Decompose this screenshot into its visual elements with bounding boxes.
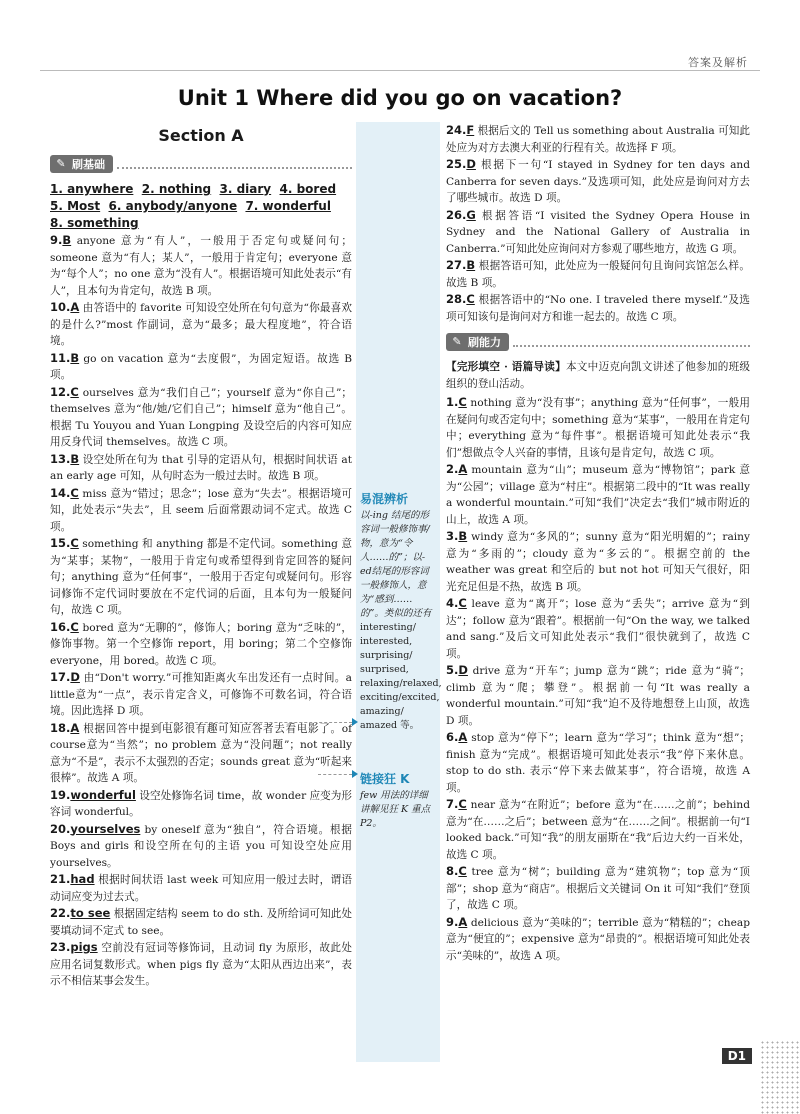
passage-intro-label: 【完形填空 · 语篇导读】 bbox=[446, 361, 566, 373]
item-answer: B bbox=[70, 350, 80, 365]
item-number: 22. bbox=[50, 906, 71, 920]
page-header bbox=[0, 0, 800, 70]
item-explanation: something 和 anything 都是不定代词。something 意为“某事；某物”，一般用于肯定句或希望得到肯定回答的疑问句；anything 意为“任何事”，一般用于否定句或疑问句。形容词修饰不定代词时要放在不定代词的后面，且本句为一般疑问句，故选 C 项。 bbox=[50, 538, 352, 616]
explanation-item bbox=[50, 535, 352, 619]
item-answer: C bbox=[458, 596, 467, 610]
dotted-divider bbox=[513, 337, 750, 347]
item-number: 11. bbox=[50, 350, 71, 365]
item-number: 3. bbox=[446, 529, 459, 543]
item-explanation: near 意为“在附近”；before 意为“在……之前”；behind 意为“在……之后”；between 意为“在……之间”。根据前一句“I looked back.”可知“我”的朋友丽斯在“我”后边大约一百米处，故选 C 项。 bbox=[446, 799, 750, 861]
item-explanation: 根据后文的 Tell us something about Australia 可知此处应为对方去澳大利亚的行程有关。故选择 F 项。 bbox=[446, 125, 750, 154]
item-number: 1. bbox=[446, 395, 459, 409]
item-answer: C bbox=[458, 864, 467, 878]
answer-line-1 bbox=[50, 181, 352, 198]
explanation-item bbox=[446, 662, 750, 729]
badge-ability bbox=[446, 331, 750, 353]
answer-line-2 bbox=[50, 198, 352, 215]
item-explanation: bored 意为“无聊的”，修饰人；boring 意为“乏味的”，修饰事物。第一个空修饰 report，用 boring；第二个空修饰 everyone，用 bored。故选 C 项。 bbox=[50, 621, 352, 667]
item-explanation: windy 意为“多风的”；sunny 意为“阳光明媚的”；rainy 意为“多雨的”；cloudy 意为“多云的”。根据空前的 the weather was great 和空后的 but not hot 可知天气很好，阳光充足但是不热，故选 B 项。 bbox=[446, 531, 750, 593]
explanation-item bbox=[50, 350, 352, 384]
answer-8: 8. something bbox=[50, 216, 139, 230]
tip-word: surprised, bbox=[360, 664, 409, 675]
explanation-item bbox=[50, 299, 352, 350]
item-explanation: 由答语中的 favorite 可知设空处所在句句意为“你最喜欢的是什么?”most 作副词，意为“最多；最大程度地”，符合语境。 bbox=[50, 302, 352, 347]
left-column bbox=[50, 122, 352, 990]
explanation-item bbox=[50, 232, 352, 299]
answer-line-3 bbox=[50, 215, 352, 232]
item-explanation: tree 意为“树”；building 意为“建筑物”；top 意为“顶部”；shop 意为“商店”。根据后文关键词 On it 可知“我们”登顶了，故选 C 项。 bbox=[446, 866, 750, 911]
item-number: 12. bbox=[50, 384, 71, 399]
item-number: 8. bbox=[446, 864, 459, 878]
item-answer: B bbox=[458, 529, 468, 543]
item-answer: to see bbox=[70, 906, 111, 920]
explanation-item bbox=[50, 871, 352, 905]
item-number: 5. bbox=[446, 663, 459, 677]
explanation-item bbox=[50, 787, 352, 821]
item-explanation: by oneself 意为“独自”，符合语境。根据 Boys and girls 和设空所在句的主语 you 可知设空处应用 yourselves。 bbox=[50, 823, 352, 869]
explanation-item bbox=[50, 905, 352, 939]
tip-confusable-body: 以-ing 结尾的形容词一般修饰事/物，意为“令人……的”；以-ed结尾的形容词一般修饰人，意为“感到……的”。类似的还有 bbox=[360, 510, 432, 619]
item-explanation: 根据时间状语 last week 可知应用一般过去时，谓语动词应变为过去式。 bbox=[50, 874, 352, 903]
item-number: 17. bbox=[50, 670, 71, 684]
unit-title: Unit 1 Where did you go on vacation? bbox=[177, 86, 623, 110]
item-number: 4. bbox=[446, 596, 459, 610]
item-answer: A bbox=[70, 720, 80, 735]
item-answer: A bbox=[458, 914, 468, 929]
right-column bbox=[446, 122, 750, 964]
passage-intro-text: 本文中迈克向凯文讲述了他参加的班级组织的登山活动。 bbox=[446, 361, 750, 390]
left-explanations bbox=[50, 232, 352, 990]
item-number: 14. bbox=[50, 485, 71, 500]
section-title: Section A bbox=[158, 126, 244, 145]
explanation-item bbox=[50, 619, 352, 670]
item-answer: A bbox=[458, 730, 468, 744]
item-answer: pigs bbox=[70, 940, 98, 954]
item-explanation: stop 意为“停下”；learn 意为“学习”；think 意为“想”；finish 意为“完成”。根据语境可知此处表示“我”停下来休息。stop to do sth. 表示“停下来去做某事”，符合语境，故选 A 项。 bbox=[446, 732, 750, 794]
item-answer: D bbox=[70, 670, 80, 684]
explanation-item bbox=[50, 485, 352, 536]
item-answer: G bbox=[466, 207, 476, 222]
passage-intro bbox=[446, 359, 750, 392]
item-answer: C bbox=[458, 797, 467, 811]
item-explanation: go on vacation 意为“去度假”，为固定短语。故选 B 项。 bbox=[50, 352, 352, 381]
item-explanation: miss 意为“错过；思念”；lose 意为“失去”。根据语境可知，此处表示“失去”，且 seem 后面常跟动词不定式。故选 C 项。 bbox=[50, 487, 352, 533]
pencil-icon: ✎ bbox=[452, 335, 462, 348]
item-number: 20. bbox=[50, 821, 71, 836]
item-answer: wonderful bbox=[70, 787, 136, 802]
item-explanation: delicious 意为“美味的”；terrible 意为“精糕的”；cheap 意为“便宜的”；expensive 意为“昂贵的”。根据语境可知此处表示“美味的”，故选 A 项。 bbox=[446, 916, 750, 962]
item-explanation: 空前没有冠词等修饰词，且动词 fly 为原形，故此处应用名词复数形式。when pigs fly 意为“太阳从西边出来”，表示不相信某事会发生。 bbox=[50, 942, 352, 987]
explanation-item bbox=[446, 595, 750, 662]
explanation-item bbox=[446, 394, 750, 461]
explanation-item bbox=[446, 914, 750, 965]
item-number: 9. bbox=[446, 914, 459, 929]
badge-ability-pill bbox=[446, 333, 509, 351]
item-number: 2. bbox=[446, 462, 459, 476]
explanation-item bbox=[446, 863, 750, 914]
item-explanation: leave 意为“离开”；lose 意为“丢失”；arrive 意为“到达”；follow 意为“跟着”。根据前一句“On the way, we talked and sang.”及后文可知此处表示“我们”很快就到了，故选 C 项。 bbox=[446, 598, 750, 660]
item-explanation: 由“Don't worry.”可推知距离火车出发还有一点时间。a little意为“一点”，表示肯定含义，可修饰不可数名词，符合语境。因此选择 D 项。 bbox=[50, 672, 352, 717]
item-explanation: ourselves 意为“我们自己”；yourself 意为“你自己”；themselves 意为“他/她/它们自己”；himself 意为“他自己”。根据 Tu Youyou and Yuan Longping 及设空后的内容可知应用反身代词 themselves。故选 C 项。 bbox=[50, 386, 352, 448]
item-number: 18. bbox=[50, 720, 71, 735]
item-number: 23. bbox=[50, 940, 71, 954]
item-explanation: drive 意为“开车”；jump 意为“跳”；ride 意为“骑”；climb 意为“爬；攀登”。根据前一句“It was really a wonderful mountain.”可知“我”迫不及待地想登上山顶，故选 D 项。 bbox=[446, 665, 750, 727]
answer-2: 2. nothing bbox=[141, 182, 212, 196]
item-explanation: 根据答语“I visited the Sydney Opera House in Sydney and the National Gallery of Australia in Canberra.”可知此处应询问对方参观了哪些地方，故选 G 项。 bbox=[446, 209, 750, 255]
explanation-item bbox=[446, 528, 750, 595]
corner-dot-pattern bbox=[760, 1040, 800, 1114]
item-answer: C bbox=[70, 536, 79, 550]
pencil-icon: ✎ bbox=[56, 157, 66, 170]
header-tag: 答案及解析 bbox=[688, 56, 748, 69]
item-explanation: 根据回答中提到电影很有趣可知应答者去看电影了。of course意为“当然”；no problem 意为“没问题”；not really 意为“不是”，表示不太强烈的否定；sounds great 意为“听起来很棒”。故选 A 项。 bbox=[50, 722, 352, 784]
item-answer: B bbox=[466, 258, 476, 272]
item-answer: C bbox=[70, 619, 79, 634]
item-number: 10. bbox=[50, 300, 71, 314]
badge-basic-label: 刷基础 bbox=[72, 158, 105, 171]
badge-basic bbox=[50, 153, 352, 175]
arrow-head-2 bbox=[352, 770, 358, 778]
tip-column bbox=[356, 122, 440, 1062]
tip-word: amazed 等。 bbox=[360, 720, 420, 731]
item-explanation: nothing 意为“没有事”；anything 意为“任何事”，一般用在疑问句或否定句中；something 意为“某事”，一般用在肯定句中；everything 意为“每件事”。根据语境可知此处表示“我们”想做点令人兴奋的事情，且该句是肯定句，故选 C 项。 bbox=[446, 397, 750, 459]
tip-word: interested, bbox=[360, 636, 413, 647]
item-answer: B bbox=[70, 451, 80, 466]
answer-3: 3. diary bbox=[219, 182, 272, 196]
explanation-item bbox=[50, 451, 352, 485]
item-explanation: 设空处所在句为 that 引导的定语从句，根据时间状语 at an early age 可知，从句时态为一般过去时。故选 B 项。 bbox=[50, 453, 352, 482]
explanation-item bbox=[446, 729, 750, 796]
tip-word: relaxing/relaxed, bbox=[360, 678, 442, 689]
item-number: 27. bbox=[446, 258, 467, 272]
explanation-item bbox=[446, 291, 750, 325]
item-number: 16. bbox=[50, 619, 71, 634]
item-number: 24. bbox=[446, 123, 467, 137]
explanation-item bbox=[50, 720, 352, 787]
arrow-connector-2 bbox=[318, 774, 352, 775]
tip-confusable bbox=[356, 490, 440, 733]
explanation-item bbox=[446, 796, 750, 863]
arrow-connector-1 bbox=[160, 722, 352, 723]
item-answer: C bbox=[458, 395, 467, 409]
item-explanation: 根据答语中的“No one. I traveled there myself.”及选项可知该句是询问对方和谁一起去的。故选 C 项。 bbox=[446, 294, 750, 323]
tip-link bbox=[356, 770, 440, 831]
answer-5: 5. Most bbox=[50, 199, 101, 213]
item-number: 15. bbox=[50, 536, 71, 550]
answer-6: 6. anybody/anyone bbox=[108, 199, 238, 213]
tip-word: amazing/ bbox=[360, 706, 404, 717]
tip-link-title: 链接狂 K bbox=[360, 772, 410, 786]
right-explanations-top bbox=[446, 122, 750, 325]
item-number: 13. bbox=[50, 451, 71, 466]
item-explanation: mountain 意为“山”；museum 意为“博物馆”；park 意为“公园”；village 意为“村庄”。根据第二段中的“It was really a wonderful mountain.”可知“我们”决定去“我们”城市附近的山上，故选 A 项。 bbox=[446, 464, 750, 526]
badge-basic-pill bbox=[50, 155, 113, 173]
answer-4: 4. bored bbox=[279, 182, 337, 196]
tip-word: interesting/ bbox=[360, 622, 416, 633]
item-number: 21. bbox=[50, 872, 71, 886]
item-answer: C bbox=[70, 485, 79, 500]
item-answer: A bbox=[458, 462, 468, 476]
item-answer: F bbox=[466, 123, 475, 137]
item-number: 26. bbox=[446, 207, 467, 222]
item-answer: C bbox=[466, 292, 475, 306]
explanation-item bbox=[446, 156, 750, 207]
page-number: D1 bbox=[722, 1048, 752, 1064]
arrow-head-1 bbox=[352, 718, 358, 726]
header-divider bbox=[40, 70, 760, 71]
tip-word: surprising/ bbox=[360, 650, 413, 661]
item-answer: yourselves bbox=[70, 821, 141, 836]
tip-confusable-title: 易混辨析 bbox=[360, 492, 409, 506]
item-number: 9. bbox=[50, 233, 63, 247]
explanation-item bbox=[50, 939, 352, 990]
tip-word: exciting/excited, bbox=[360, 692, 440, 703]
tip-link-body: few 用法的详细讲解见狂 K 重点 P2。 bbox=[360, 790, 431, 829]
item-explanation: 根据下一句“I stayed in Sydney for ten days and Canberra for seven days.”及选项可知，此处应是询问对方去了哪些城市。故选 D 项。 bbox=[446, 159, 750, 204]
item-answer: A bbox=[70, 300, 80, 314]
item-explanation: 设空处修饰名词 time，故 wonder 应变为形容词 wonderful。 bbox=[50, 789, 352, 818]
item-explanation: 根据答语可知，此处应为一般疑问句且询问宾馆怎么样。故选 B 项。 bbox=[446, 260, 750, 289]
explanation-item bbox=[446, 461, 750, 528]
item-number: 19. bbox=[50, 787, 71, 802]
explanation-item bbox=[50, 821, 352, 872]
item-number: 25. bbox=[446, 157, 467, 171]
explanation-item bbox=[446, 122, 750, 156]
item-answer: had bbox=[70, 872, 95, 886]
answer-1: 1. anywhere bbox=[50, 182, 134, 196]
badge-ability-label: 刷能力 bbox=[468, 336, 501, 349]
explanation-item bbox=[50, 669, 352, 720]
dotted-divider bbox=[117, 159, 352, 169]
explanation-item bbox=[446, 257, 750, 291]
item-answer: B bbox=[62, 233, 72, 247]
tip-word-list bbox=[356, 621, 440, 733]
item-explanation: 根据固定结构 seem to do sth. 及所给词可知此处要填动词不定式 to see。 bbox=[50, 908, 352, 937]
item-answer: C bbox=[70, 384, 79, 399]
answer-7: 7. wonderful bbox=[245, 199, 331, 213]
item-explanation: anyone 意为“有人”，一般用于否定句或疑问句；someone 意为“有人；某人”，一般用于肯定句；everyone 意为“每个人”；no one 意为“没有人”。根据语境可知此处表示“有人”，且本句为肯定句，故选 B 项。 bbox=[50, 235, 352, 297]
item-answer: D bbox=[458, 663, 468, 677]
explanation-item bbox=[446, 207, 750, 258]
item-answer: D bbox=[466, 157, 476, 171]
item-number: 6. bbox=[446, 730, 459, 744]
item-number: 28. bbox=[446, 292, 467, 306]
right-explanations-bottom bbox=[446, 394, 750, 964]
explanation-item bbox=[50, 384, 352, 451]
item-number: 7. bbox=[446, 797, 459, 811]
